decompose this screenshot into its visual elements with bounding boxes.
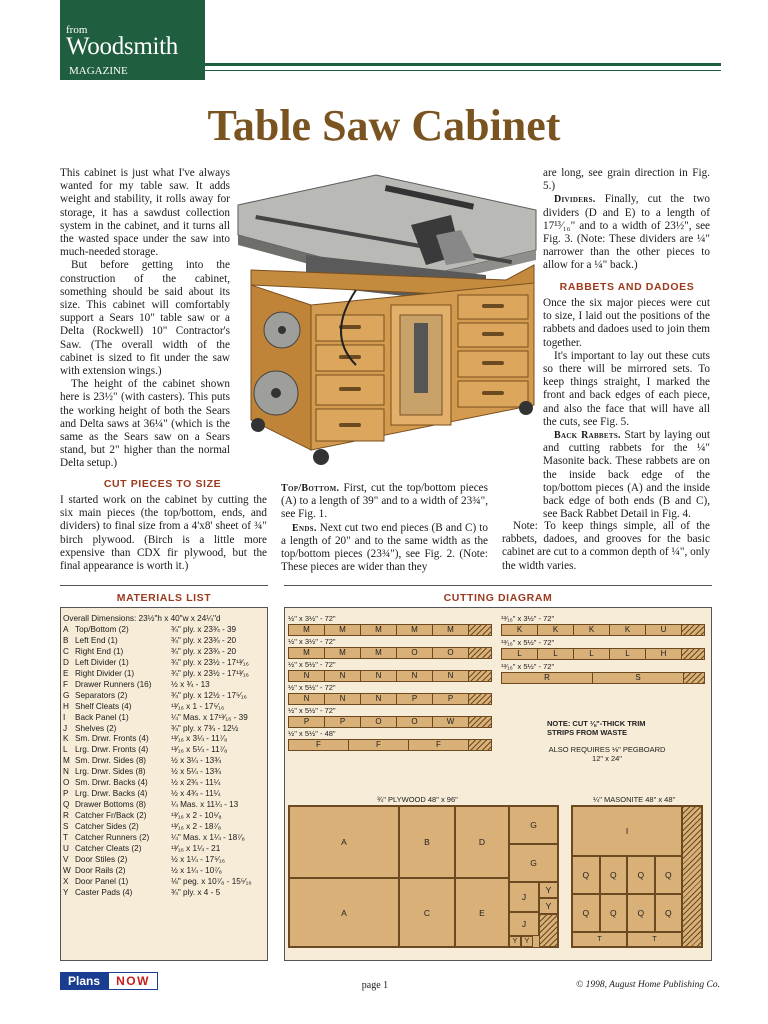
cutting-also: ALSO REQUIRES ⅛" PEGBOARD 12" x 24" [548,745,666,763]
part-name: Top/Bottom (2) [75,624,129,634]
column-2 [281,482,488,574]
part-name: Door Stiles (2) [75,854,128,864]
board-piece: N [325,671,361,681]
lead-ends: Ends. [292,522,317,534]
part-dimensions: ¾" ply. x 23¾ - 39 [171,624,237,634]
part-letter: F [63,679,69,689]
panel-j-bottom: J [509,912,539,936]
part-dimensions: ½ x 4¾ - 11¼ [171,789,221,799]
board-piece: K [574,625,610,635]
part-dimensions: ½ x 2¾ - 11¼ [171,778,221,788]
materials-row [63,658,252,669]
part-dimensions: ¹³⁄₁₆ x 5¼ - 11⁷⁄₈ [171,745,228,755]
part-letter: U [63,844,69,854]
materials-row [63,877,252,888]
panel-q: Q [572,894,600,932]
board-piece: M [361,625,397,635]
part-letter: R [63,811,69,821]
cutting-title: CUTTING DIAGRAM [443,592,553,604]
materials-row [63,702,252,713]
board-piece: W [433,717,469,727]
plans-label: Plans [60,972,108,990]
height-paragraph: The height of the cabinet shown here is 23½" (with casters). This puts the working height of both the Sears and Delta saws at 36¼" (which is the same as the Sears saw on a Sears stand, but 2" higher than the normal Delta setup.) [60,378,230,470]
part-dimensions: ¼ Mas. x 11¼ - 13 [171,800,239,810]
board [288,670,492,682]
board-piece: R [502,673,593,683]
grain-text: are long, see grain direction in Fig. 5.) [543,167,710,193]
board [501,648,705,660]
part-dimensions: ¼" Mas. x 17¹³⁄₁₆ - 39 [171,712,248,722]
part-dimensions: ¹³⁄₁₆ x 3¼ - 11⁷⁄₈ [171,734,228,744]
materials-table [63,614,252,899]
panel-a-bottom: A [289,878,399,947]
panel-q: Q [655,856,683,894]
cabinet-photo [236,165,537,469]
plywood-waste [539,914,558,947]
part-letter: X [63,876,69,886]
part-dimensions: ¹³⁄₁₆ x 1 - 17⁵⁄₁₆ [171,701,225,711]
part-name: Catcher Runners (2) [75,833,150,843]
part-letter: D [63,657,69,667]
panel-q: Q [627,894,655,932]
logo-brand: Woodsmith [66,33,178,60]
board-piece: N [289,694,325,704]
page-number: page 1 [361,980,389,991]
board-piece: F [409,740,469,750]
part-name: Back Panel (1) [75,712,129,722]
materials-row [63,756,252,767]
part-letter: M [63,756,70,766]
materials-row [63,745,252,756]
part-letter: I [63,712,66,722]
part-letter: Q [63,800,70,810]
part-name: Door Rails (2) [75,865,126,875]
materials-row [63,724,252,735]
plywood-label: ¾" PLYWOOD 48" x 96" [377,795,458,804]
part-name: Door Panel (1) [75,876,129,886]
board-piece: M [289,648,325,658]
board-piece: P [325,717,361,727]
materials-row [63,734,252,745]
panel-i: I [572,806,682,856]
materials-row [63,625,252,636]
heading-rabbets: RABBETS AND DADOES [559,281,695,293]
board-piece: P [289,717,325,727]
brand-logo [60,0,205,64]
board-waste [469,648,491,658]
board-piece: F [289,740,349,750]
panel-c: C [399,878,455,947]
part-name: Shelves (2) [75,723,117,733]
part-dimensions: ½ x 1¼ - 17⁵⁄₁₆ [171,854,226,864]
board-piece: N [361,671,397,681]
panel-q: Q [600,894,628,932]
part-name: Separators (2) [75,690,128,700]
board-piece: L [502,649,538,659]
board-piece: P [433,694,469,704]
part-letter: G [63,690,70,700]
board-piece: O [397,648,433,658]
part-name: Sm. Drwr. Sides (8) [75,756,146,766]
part-name: Left End (1) [75,635,118,645]
board [288,716,492,728]
materials-row [63,767,252,778]
copyright: © 1998, August Home Publishing Co. [575,980,720,990]
materials-row [63,636,252,647]
part-letter: A [63,624,69,634]
board-piece: K [610,625,646,635]
panel-q: Q [572,856,600,894]
part-name: Left Divider (1) [75,657,129,667]
board-piece: M [433,625,469,635]
part-name: Right End (1) [75,646,124,656]
logo-from: from [66,24,88,36]
masonite-label: ¼" MASONITE 48" x 48" [593,795,676,804]
board [288,739,492,751]
part-dimensions: ¹³⁄₁₆ x 2 - 10⁵⁄₈ [171,811,222,821]
part-name: Lrg. Drwr. Sides (8) [75,767,146,777]
part-letter: T [63,833,69,843]
materials-row [63,866,252,877]
panel-y-2: Y [539,898,558,914]
lead-topbottom: Top/Bottom. [281,483,340,494]
panel-j-top: J [509,882,539,912]
masonite-sheet [571,805,703,948]
cut-paragraph [60,494,267,573]
now-label: NOW [108,972,158,990]
panel-y-3: Y [509,936,521,947]
ends-text: Next cut two end pieces (B and C) to a length of 20" and to the same width as the top/bottom pieces (23¾"), see Fig. 2. (Note: These pieces are wider than they [281,521,488,574]
rabbets-text: Once the six major pieces were cut to size, I laid out the positions of the rabbets and dadoes used to join them together. [543,297,710,349]
panel-q: Q [600,856,628,894]
table-saw-cabinet-image [236,165,537,469]
materials-row [63,833,252,844]
part-dimensions: ¾" ply. x 7¾ - 12½ [171,723,239,733]
board-piece: U [646,625,682,635]
board-piece: L [610,649,646,659]
board-piece: K [502,625,538,635]
cutting-diagram [284,607,712,961]
board-label: ¹³⁄₁₆" x 5½" - 72" [501,638,555,647]
cut-text: I started work on the cabinet by cutting the six main pieces (the top/bottom, ends, and dividers) to final size from a 4'x8' sheet of ¾" birch plywood. (Birch is a little more expensive than CDX fir plywood, but the final appearance is worth it.) [60,494,267,573]
materials-row [63,800,252,811]
part-letter: P [63,789,69,799]
materials-row [63,713,252,724]
part-dimensions: ¼" Mas. x 1¼ - 18⁷⁄₈ [171,833,245,843]
lead-dividers: Dividers. [554,194,596,206]
panel-d: D [455,806,509,878]
board-piece: M [397,625,433,635]
part-dimensions: ¾" ply. x 23¾ - 20 [171,635,237,645]
board-waste [469,671,491,681]
page-title: Table Saw Cabinet [207,101,561,150]
board-label: ½" x 5½" - 72" [288,706,336,715]
part-letter: E [63,668,69,678]
part-dimensions: ¾" ply. x 12½ - 17⁵⁄₁₆ [171,690,247,700]
part-name: Right Divider (1) [75,668,135,678]
part-letter: Y [63,887,69,897]
materials-row [63,691,252,702]
board-piece: L [538,649,574,659]
cutting-note: NOTE: CUT ⅛"-THICK TRIM STRIPS FROM WASTE [547,719,646,737]
part-dimensions: ¾" ply. x 23½ - 17¹³⁄₁₆ [171,668,249,678]
panel-g-top: G [509,806,558,844]
board-waste [469,740,491,750]
part-dimensions: ¾" ply. x 23¾ - 20 [171,646,237,656]
header-rule [205,63,721,66]
header-rule-thin [205,70,721,71]
board-piece: F [349,740,409,750]
part-letter: C [63,646,69,656]
board-waste [469,694,491,704]
part-letter: B [63,635,69,645]
board [501,624,705,636]
part-name: Lrg. Drwr. Backs (4) [75,789,148,799]
board-label: ½" x 3½" - 72" [288,614,336,623]
part-dimensions: ½ x ¾ - 13 [171,679,210,689]
materials-row [63,811,252,822]
board-label: ½" x 3½" - 72" [288,637,336,646]
part-dimensions: ¹³⁄₁₆ x 1¼ - 21 [171,844,221,854]
part-name: Lrg. Drwr. Fronts (4) [75,745,149,755]
panel-b: B [399,806,455,878]
part-dimensions: ¹³⁄₁₆ x 2 - 18⁷⁄₈ [171,822,222,832]
board-piece: S [593,673,684,683]
panel-a-top: A [289,806,399,878]
materials-row [63,822,252,833]
board-label: ½" x 5½" - 72" [288,683,336,692]
back-rabbets-text: Start by laying out and cutting rabbets for the ¼" Masonite back. These rabbets are on the inside back edge of the top/bottom pieces (A) and the inside back edge of both ends (B and C), see Back Rabbet Detail in Fig. 4. [543,429,710,521]
board-waste [684,673,704,683]
panel-y-4: Y [521,936,533,947]
dividers-text: Finally, cut the two dividers (D and E) to a length of 17¹³⁄₁₆" and to a width of 23½", see Fig. 3. (Note: These dividers are ¼" narrower than the other pieces to allow for a ¼" back.) [543,193,710,272]
part-dimensions: ⅛" peg. x 10⁷⁄₈ - 15⁵⁄₁₆ [171,876,252,886]
materials-title: MATERIALS LIST [116,592,212,604]
board [288,693,492,705]
board [288,624,492,636]
part-name: Sm. Drwr. Backs (4) [75,778,148,788]
part-dimensions: ½ x 5¼ - 13¾ [171,767,222,777]
board-waste [682,625,704,635]
board-piece: L [574,649,610,659]
logo-magazine: MAGAZINE [69,65,128,77]
panel-q: Q [627,856,655,894]
board-waste [469,625,491,635]
materials-rule [60,585,268,586]
board [501,672,705,684]
part-name: Caster Pads (4) [75,887,133,897]
part-letter: W [63,865,71,875]
materials-row [63,778,252,789]
board-piece: M [361,648,397,658]
lead-back-rabbets: Back Rabbets. [554,430,621,442]
materials-row [63,669,252,680]
board-piece: O [433,648,469,658]
materials-list [60,607,268,961]
part-name: Drawer Runners (16) [75,679,152,689]
plans-now-logo[interactable] [60,972,156,990]
part-name: Shelf Cleats (4) [75,701,132,711]
board-piece: N [289,671,325,681]
board-piece: H [646,649,682,659]
board-piece: O [397,717,433,727]
board-piece: P [397,694,433,704]
part-letter: K [63,734,69,744]
plywood-sheet [288,805,559,948]
panel-y-1: Y [539,882,558,898]
materials-row [63,680,252,691]
overall-dimensions: Overall Dimensions: 23½"h x 40"w x 24¼"d [63,614,221,623]
board-piece: M [325,625,361,635]
board-label: ½" x 5½" - 48" [288,729,336,738]
part-name: Catcher Sides (2) [75,822,139,832]
board-piece: N [325,694,361,704]
size-paragraph: But before getting into the construction of the cabinet, something should be said about its size. This cabinet will comfortably support a Sears 10" table saw or a Delta (Rockwell) 10" Contractor's Saw. (The overall width of the cabinet is sized to fit under the saw with extension wings.) [60,259,230,378]
column-3-rabbets [543,297,710,521]
materials-row [63,844,252,855]
masonite-waste [682,806,702,947]
panel-q: Q [655,894,683,932]
note-paragraph [502,520,710,573]
mirror-text: It's important to lay out these cuts so there will be mirrored sets. To keep things straight, I marked the front and back edges of each piece, and also the face that will have all the cuts, see Fig. 5. [543,349,710,428]
part-letter: L [63,745,68,755]
panel-t: T [627,932,682,947]
part-dimensions: ½ x 1¼ - 10⁷⁄₈ [171,865,222,875]
intro-paragraph: This cabinet is just what I've always wanted for my table saw. It adds weight and stability, it rolls away for storage, it has a sawdust collection system in the cabinet, and it turns all the wasted space under the saw into much-needed storage. [60,167,230,259]
part-name: Drawer Bottoms (8) [75,800,146,810]
part-letter: V [63,854,69,864]
panel-g-bottom: G [509,844,558,882]
board-label: ¹³⁄₁₆" x 5½" - 72" [501,662,555,671]
part-dimensions: ¾" ply. x 4 - 5 [171,887,221,897]
part-letter: S [63,822,69,832]
board [288,647,492,659]
board-waste [469,717,491,727]
materials-row [63,855,252,866]
part-dimensions: ¾" ply. x 23½ - 17¹³⁄₁₆ [171,657,249,667]
part-letter: N [63,767,69,777]
board-piece: M [289,625,325,635]
board-waste [682,649,704,659]
column-1 [60,167,230,471]
board-label: ½" x 5½" - 72" [288,660,336,669]
column-3-top [543,167,710,273]
part-name: Catcher Fr/Back (2) [75,811,147,821]
part-name: Catcher Cleats (2) [75,844,142,854]
part-name: Sm. Drwr. Fronts (4) [75,734,149,744]
panel-t: T [572,932,627,947]
board-piece: N [433,671,469,681]
part-letter: O [63,778,70,788]
cutting-rule [284,585,712,586]
panel-e: E [455,878,509,947]
board-piece: K [538,625,574,635]
board-piece: N [361,694,397,704]
board-piece: N [397,671,433,681]
topbottom-text: First, cut the top/bottom pieces (A) to a length of 39" and to a width of 23¾", see Fig. 1. [281,482,488,521]
part-letter: H [63,701,69,711]
board-label: ¹³⁄₁₆" x 3½" - 72" [501,614,555,623]
materials-row [63,888,252,899]
board-piece: O [361,717,397,727]
heading-cut-pieces: CUT PIECES TO SIZE [103,478,222,490]
materials-row [63,789,252,800]
board-piece: M [325,648,361,658]
note-text: Note: To keep things simple, all of the rabbets, dadoes, and grooves for the basic cabinet are cut to a common depth of ¼", only the width varies. [502,520,710,572]
materials-row [63,647,252,658]
part-letter: J [63,723,68,733]
part-dimensions: ½ x 3¼ - 13¾ [171,756,222,766]
